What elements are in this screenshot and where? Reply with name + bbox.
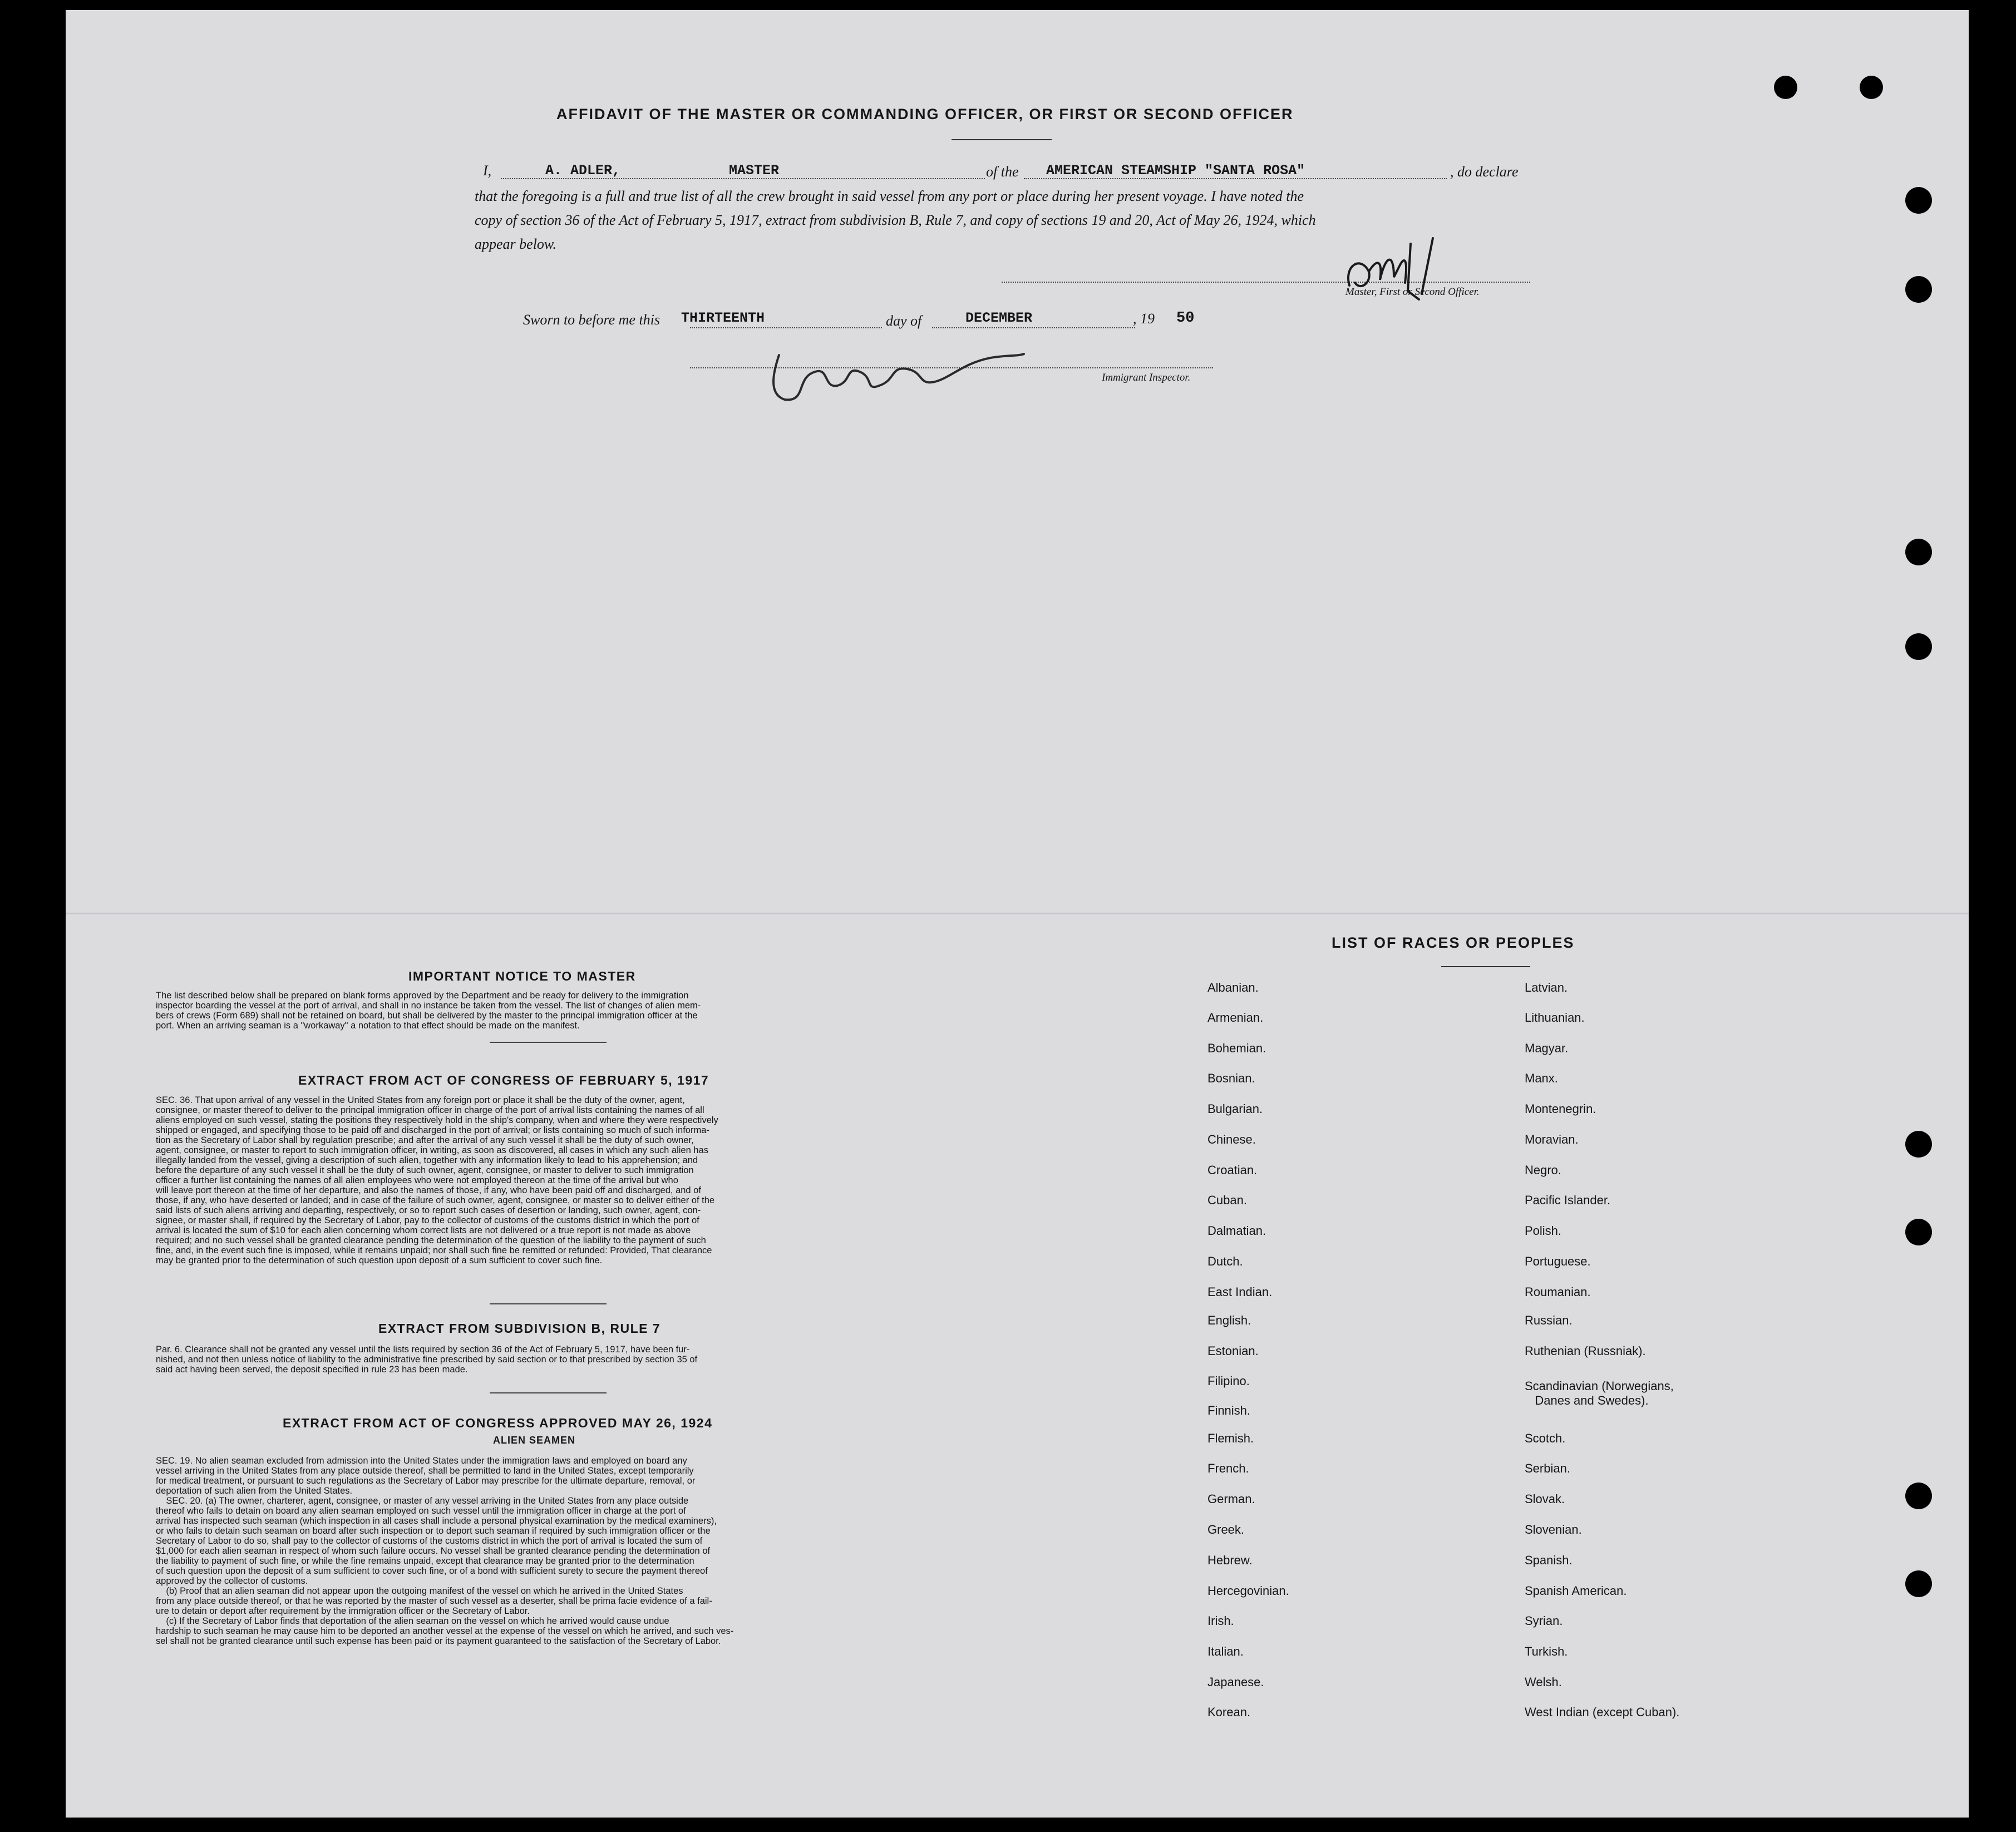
section-divider bbox=[490, 1303, 607, 1304]
binder-hole bbox=[1774, 76, 1797, 99]
rule-7-text: Par. 6. Clearance shall not be granted any vessel until the lists required by section 36 of the Act of February 5, 1917, have been fur- nished, and not then unless notice of liability to the administrative fine prescribed by said section or to that prescribed by section 35 of said act having been served, the deposit specified in rule 23 has been made. bbox=[156, 1345, 698, 1375]
race-item: Turkish. bbox=[1525, 1644, 1568, 1658]
race-item: German. bbox=[1207, 1492, 1255, 1506]
declare-label: , do declare bbox=[1450, 164, 1519, 180]
sworn-label: Sworn to before me this bbox=[523, 312, 661, 328]
extract-1924-subtitle: ALIEN SEAMEN bbox=[493, 1435, 576, 1446]
race-item: English. bbox=[1207, 1313, 1251, 1327]
of-the-label: of the bbox=[986, 164, 1019, 180]
race-item: French. bbox=[1207, 1461, 1249, 1475]
race-item: Filipino. bbox=[1207, 1374, 1250, 1388]
race-item: Flemish. bbox=[1207, 1431, 1254, 1445]
binder-hole bbox=[1905, 187, 1932, 214]
notice-title: IMPORTANT NOTICE TO MASTER bbox=[408, 969, 636, 983]
affidavit-text-line-3: appear below. bbox=[475, 236, 556, 252]
extract-1924-title: EXTRACT FROM ACT OF CONGRESS APPROVED MAY 26, 1924 bbox=[283, 1416, 713, 1430]
year-suffix: 50 bbox=[1176, 310, 1195, 327]
section-divider bbox=[490, 1392, 607, 1393]
race-item: East Indian. bbox=[1207, 1285, 1273, 1299]
race-item: Estonian. bbox=[1207, 1344, 1259, 1358]
sworn-day: THIRTEENTH bbox=[681, 310, 765, 326]
race-item: Moravian. bbox=[1525, 1132, 1579, 1146]
race-item: Russian. bbox=[1525, 1313, 1573, 1327]
binder-hole bbox=[1905, 276, 1932, 303]
affidavit-text-line-1: that the foregoing is a full and true list of all the crew brought in said vessel from any port or place during her present voyage. I have noted the bbox=[475, 188, 1304, 204]
race-item: Finnish. bbox=[1207, 1403, 1251, 1417]
race-item: Croatian. bbox=[1207, 1163, 1258, 1177]
race-item: Italian. bbox=[1207, 1644, 1244, 1658]
day-of-label: day of bbox=[886, 313, 922, 329]
race-item: Ruthenian (Russniak). bbox=[1525, 1344, 1646, 1358]
race-item: Albanian. bbox=[1207, 981, 1259, 994]
binder-hole bbox=[1905, 633, 1932, 660]
race-item: Slovak. bbox=[1525, 1492, 1565, 1506]
race-item: Negro. bbox=[1525, 1163, 1562, 1177]
race-item: Dutch. bbox=[1207, 1254, 1243, 1268]
vessel-name: AMERICAN STEAMSHIP "SANTA ROSA" bbox=[1046, 162, 1305, 179]
race-item: Portuguese. bbox=[1525, 1254, 1591, 1268]
binder-hole bbox=[1860, 76, 1883, 99]
extract-1917-title: EXTRACT FROM ACT OF CONGRESS OF FEBRUARY 5, 1917 bbox=[298, 1073, 709, 1087]
race-item: Cuban. bbox=[1207, 1193, 1247, 1207]
section-divider bbox=[490, 1042, 607, 1043]
master-rank: MASTER bbox=[729, 162, 780, 179]
binder-hole bbox=[1905, 1570, 1932, 1597]
race-item: Hercegovinian. bbox=[1207, 1584, 1289, 1598]
race-item: Bosnian. bbox=[1207, 1071, 1255, 1085]
binder-hole bbox=[1905, 1131, 1932, 1158]
race-item: Armenian. bbox=[1207, 1011, 1264, 1025]
sworn-day-underline bbox=[690, 327, 882, 328]
sworn-month: DECEMBER bbox=[965, 310, 1033, 326]
master-name: A. ADLER, bbox=[545, 162, 621, 179]
extract-1917-text: SEC. 36. That upon arrival of any vessel in the United States from any foreign port or place it shall be the duty of the owner, agent, consignee, or master thereof to deliver to the principal immigration officer in charge of the port of arrival lists containing the names of all aliens employed on such vessel, stating the positions they respectively hold in the ship's company, when and where they were respectively shipped or engaged, and specifying those to be paid off and discharged in the port of arrival; or lists containing so much of such informa- tion as the Secretary of Labor shall by regulation prescribe; and after the arrival of any such vessel it shall be the duty of such owner, agent, consignee, or master to report to such immigration officer, in writing, as soon as discovered, all cases in which any such alien has illegally landed from the vessel, giving a description of such alien, together with any information likely to lead to his apprehension; and before the departure of any such vessel it shall be the duty of such owner, agent, consignee, or master to deliver to such immigration officer a further list containing the names of all alien employees who were not employed thereon at the time of the arrival but who will leave port thereon at the time of her departure, and also the names of those, if any, who have been paid off and discharged, and of those, if any, who have deserted or landed; and in case of the failure of such owner, agent, consignee, or master so to deliver either of the said lists of such aliens arriving and departing, respectively, or so to report such cases of desertion or landing, such owner, agent, con- signee, or master shall, if required by the Secretary of Labor, pay to the collector of customs of the customs district in which the port of arrival is located the sum of $10 for each alien concerning whom correct lists are not delivered or a true report is not made as above required; and no such vessel shall be granted clearance pending the determination of the question of the liability to the payment of such fine, and, in the event such fine is imposed, while it remains unpaid; nor shall such fine be remitted or refunded: Provided, That clearance may be granted prior to the determination of such question upon deposit of a sum sufficient to cover such fine. bbox=[156, 1095, 718, 1265]
year-prefix: , 19 bbox=[1133, 311, 1155, 327]
race-item: Magyar. bbox=[1525, 1041, 1569, 1055]
races-title-divider bbox=[1441, 966, 1530, 967]
race-item: Spanish American. bbox=[1525, 1584, 1627, 1598]
race-item: Chinese. bbox=[1207, 1132, 1256, 1146]
race-item: Greek. bbox=[1207, 1523, 1245, 1536]
affidavit-title: AFFIDAVIT OF THE MASTER OR COMMANDING OFFICER, OR FIRST OR SECOND OFFICER bbox=[556, 106, 1294, 122]
race-item: Syrian. bbox=[1525, 1614, 1563, 1628]
races-list-title: LIST OF RACES OR PEOPLES bbox=[1332, 934, 1575, 951]
race-item: Montenegrin. bbox=[1525, 1102, 1596, 1116]
race-item: Bohemian. bbox=[1207, 1041, 1266, 1055]
race-item: Korean. bbox=[1207, 1705, 1251, 1719]
race-item: Manx. bbox=[1525, 1071, 1558, 1085]
race-item: Bulgarian. bbox=[1207, 1102, 1263, 1116]
inspector-caption: Immigrant Inspector. bbox=[1102, 372, 1191, 383]
race-item: Lithuanian. bbox=[1525, 1011, 1585, 1025]
page-fold-line bbox=[66, 913, 1969, 914]
sworn-month-underline bbox=[932, 327, 1135, 328]
race-item: Latvian. bbox=[1525, 981, 1568, 994]
race-item: Spanish. bbox=[1525, 1553, 1573, 1567]
affidavit-text-line-2: copy of section 36 of the Act of February 5, 1917, extract from subdivision B, Rule 7, and copy of sections 19 and 20, Act of May 26, 1924, which bbox=[475, 212, 1316, 228]
race-item: Polish. bbox=[1525, 1224, 1562, 1238]
race-item: Dalmatian. bbox=[1207, 1224, 1266, 1238]
race-item: West Indian (except Cuban). bbox=[1525, 1705, 1680, 1719]
rule-7-title: EXTRACT FROM SUBDIVISION B, RULE 7 bbox=[378, 1321, 661, 1336]
race-item: Serbian. bbox=[1525, 1461, 1570, 1475]
race-item: Roumanian. bbox=[1525, 1285, 1591, 1299]
title-divider bbox=[952, 139, 1052, 140]
race-item: Welsh. bbox=[1525, 1675, 1562, 1689]
signature-caption: Master, First or Second Officer. bbox=[1345, 286, 1480, 298]
master-signature bbox=[1338, 233, 1488, 316]
race-item: Irish. bbox=[1207, 1614, 1234, 1628]
race-item: Scandinavian (Norwegians, Danes and Swedes). bbox=[1525, 1379, 1674, 1407]
binder-hole bbox=[1905, 1219, 1932, 1245]
inspector-signature bbox=[762, 333, 1041, 411]
race-item: Hebrew. bbox=[1207, 1553, 1253, 1567]
race-item: Scotch. bbox=[1525, 1431, 1566, 1445]
notice-text: The list described below shall be prepared on blank forms approved by the Department and be ready for delivery to the immigration inspector boarding the vessel at the port of arrival, and shall in no instance be taken from the vessel. The list of changes of alien mem- bers of crews (Form 689) shall not be retained on board, but shall be delivered by the master to the principal immigration officer at the port. When an arriving seaman is a "workaway" a notation to that effect should be made on the manifest. bbox=[156, 991, 701, 1031]
race-item: Japanese. bbox=[1207, 1675, 1264, 1689]
race-item: Slovenian. bbox=[1525, 1523, 1582, 1536]
race-item: Pacific Islander. bbox=[1525, 1193, 1611, 1207]
binder-hole bbox=[1905, 539, 1932, 565]
binder-hole bbox=[1905, 1483, 1932, 1509]
i-label: I, bbox=[483, 162, 492, 179]
extract-1924-text: SEC. 19. No alien seaman excluded from admission into the United States under the immigration laws and employed on board any vessel arriving in the United States from any place outside thereof, shall be permitted to land in the United States, except temporarily for medical treatment, or pursuant to such regulations as the Secretary of Labor may prescribe for the ultimate departure, removal, or deportation of such alien from the United States. SEC. 20. (a) The owner, charterer, agent, consignee, or master of any vessel arriving in the United States from any place outside thereof who fails to detain on board any alien seaman employed on such vessel until the immigration officer in charge at the port of arrival has inspected such seaman (which inspection in all cases shall include a personal physical examination by the medical examiners), or who fails to detain such seaman on board after such inspection or to deport such seaman if required by such immigration officer or the Secretary of Labor to do so, shall pay to the collector of customs of the customs district in which the port of arrival is located the sum of $1,000 for each alien seaman in respect of whom such failure occurs. No vessel shall be granted clearance pending the determination of the liability to payment of such fine, or while the fine remains unpaid, except that clearance may be granted prior to the determination of such question upon the deposit of a sum sufficient to cover such fine, or of a bond with sufficient surety to secure the payment thereof approved by the collector of customs. (b) Proof that an alien seaman did not appear upon the outgoing manifest of the vessel on which he arrived in the United States from any place outside thereof, or that he was reported by the master of such vessel as a deserter, shall be prima facie evidence of a fail- ure to detain or deport after requirement by the immigration officer or the Secretary of Labor. (c) If the Secretary of Labor finds that deportation of the alien seaman on the vessel on which he arrived would cause undue hardship to such seaman he may cause him to be deported an another vessel at the expense of the vessel on which he arrived, and such ves- sel shall not be granted clearance until such expense has been paid or its payment guaranteed to the satisfaction of the Secretary of Labor. bbox=[156, 1456, 734, 1646]
